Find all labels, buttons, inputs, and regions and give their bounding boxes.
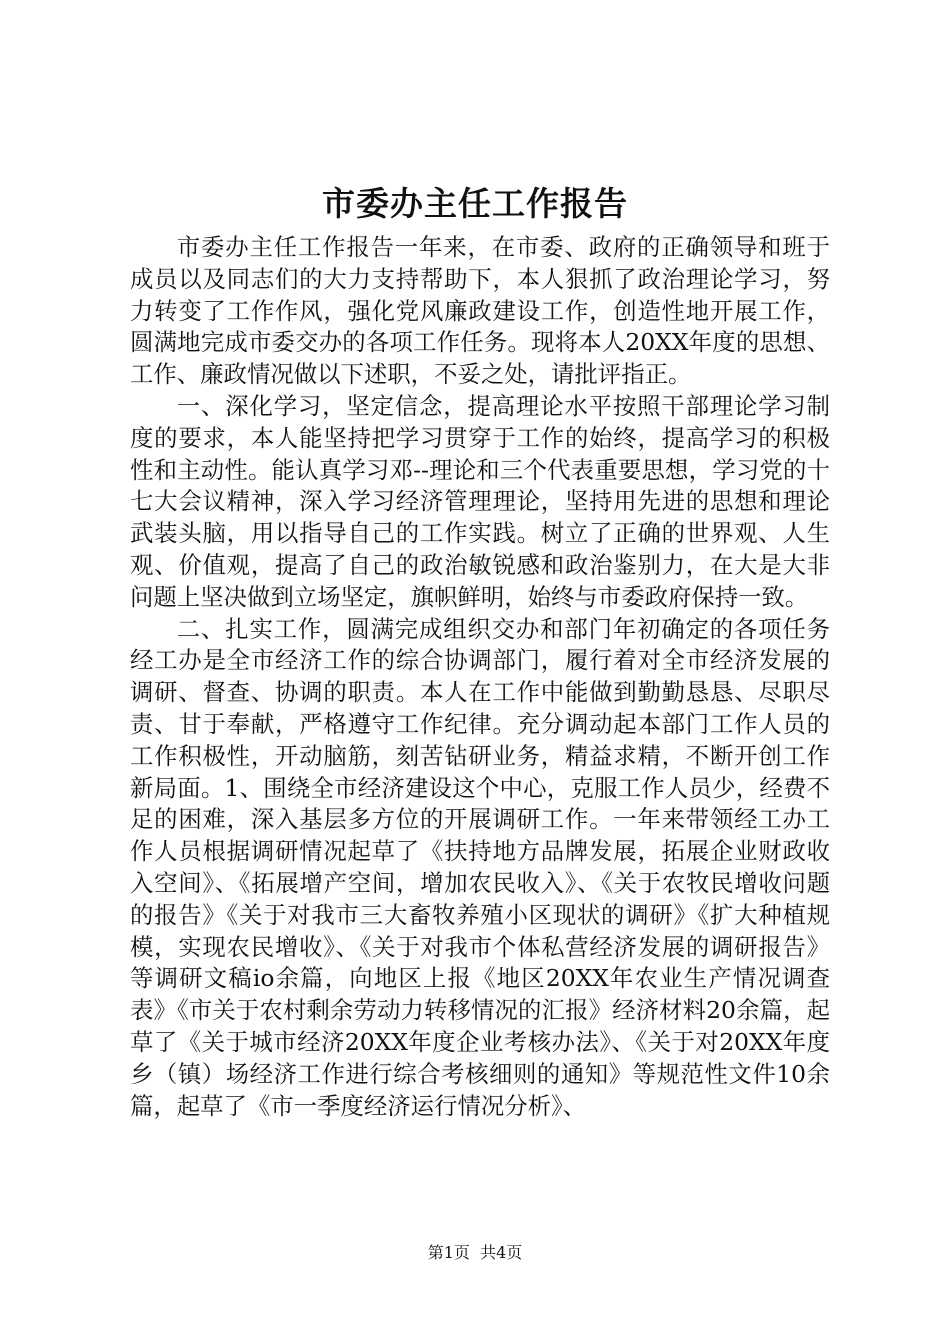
paragraph-intro: 市委办主任工作报告一年来，在市委、政府的正确领导和班于成员以及同志们的大力支持帮助下，本人狠抓了政治理论学习，努力转变了工作作风，强化党风廉政建设工作，创造性地开展工作，圆满地完成市委交办的各项工作任务。现将本人20XX年度的思想、工作、廉政情况做以下述职，不妥之处，请批评指正。 [130,233,830,389]
page-total: 共4页 [480,1243,523,1262]
document-title: 市委办主任工作报告 [322,184,628,223]
page-number: 第1页 [427,1243,470,1262]
document-body [130,232,830,1122]
paragraph-section-two: 二、扎实工作，圆满完成组织交办和部门年初确定的各项任务经工办是全市经济工作的综合协调部门，履行着对全市经济发展的调研、督查、协调的职责。本人在工作中能做到勤勤恳恳、尽职尽责、甘于奉献，严格遵守工作纪律。充分调动起本部门工作人员的工作积极性，开动脑筋，刻苦钻研业务，精益求精，不断开创工作新局面。1、围绕全市经济建设这个中心，克服工作人员少，经费不足的困难，深入基层多方位的开展调研工作。一年来带领经工办工作人员根据调研情况起草了《扶持地方品牌发展，拓展企业财政收入空间》、《拓展增产空间，增加农民收入》、《关于农牧民增收问题的报告》《关于对我市三大畜牧养殖小区现状的调研》《扩大种植规模，实现农民增收》、《关于对我市个体私营经济发展的调研报告》等调研文稿io余篇，向地区上报《地区20XX年农业生产情况调查表》《市关于农村剩余劳动力转移情况的汇报》经济材料20余篇，起草了《关于城市经济20XX年度企业考核办法》、《关于对20XX年度乡（镇）场经济工作进行综合考核细则的通知》等规范性文件10余篇，起草了《市一季度经济运行情况分析》、 [130,614,830,1120]
paragraph-section-one: 一、深化学习，坚定信念，提高理论水平按照干部理论学习制度的要求，本人能坚持把学习贯穿于工作的始终，提高学习的积极性和主动性。能认真学习邓--理论和三个代表重要思想，学习党的十七大会议精神，深入学习经济管理理论，坚持用先进的思想和理论武装头脑，用以指导自己的工作实践。树立了正确的世界观、人生观、价值观，提高了自己的政治敏锐感和政治鉴别力，在大是大非问题上坚决做到立场坚定，旗帜鲜明，始终与市委政府保持一致。 [130,391,830,611]
page-footer [0,1242,950,1264]
